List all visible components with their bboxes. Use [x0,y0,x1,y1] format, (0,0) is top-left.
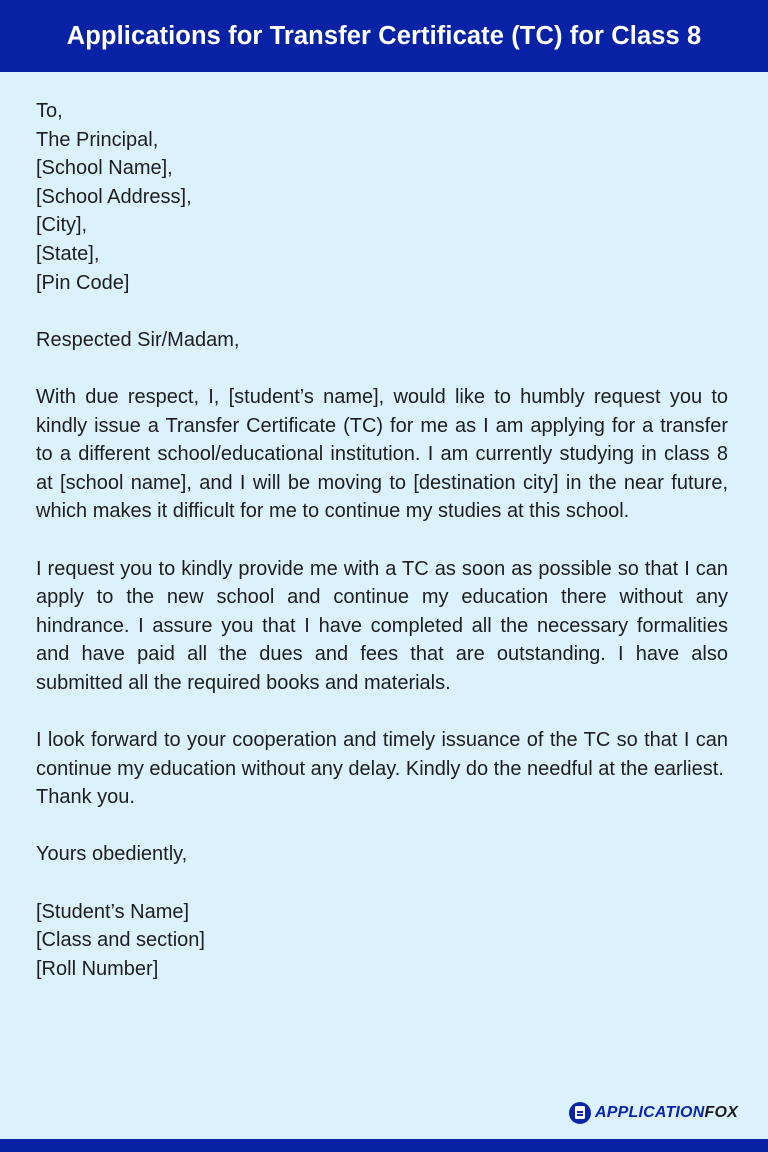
signature-line: [Class and section] [36,929,205,952]
address-line: The Principal, [36,128,159,151]
closing-line: Yours obediently, [36,843,188,866]
document-icon [569,1102,591,1124]
address-line: [State], [36,242,100,265]
salutation: Respected Sir/Madam, [36,328,240,351]
paragraph-assurance: I request you to kindly provide me with a TC as soon as possible so that I can apply to the new school and continue my education there without any hindrance. I assure you that I have completed all the necessary formalities and have paid all the dues and fees that are outstanding. I have also submitted all the required books and materials. [36,557,728,694]
signature-line: [Student’s Name] [36,900,190,923]
applicationfox-logo [569,1102,738,1124]
address-line: [Pin Code] [36,271,130,294]
page-title: Applications for Transfer Certificate (TC) for Class 8 [66,21,702,50]
thanks-line: Thank you. [36,786,135,809]
recipient-address [36,97,728,297]
logo-text-fox: FOX [704,1104,738,1121]
footer-bar [0,1139,768,1152]
address-line: [School Address], [36,185,192,208]
address-line: [City], [36,214,88,237]
signature-block [36,898,728,984]
signature-line: [Roll Number] [36,957,159,980]
title-bar [0,0,768,72]
address-line: [School Name], [36,157,173,180]
logo-text-application: APPLICATION [595,1104,705,1121]
address-line: To, [36,100,63,122]
letter-body [36,97,728,983]
paragraph-request: With due respect, I, [student’s name], would like to humbly request you to kindly issue a Transfer Certificate (TC) for me as I am applying for a transfer to a different school/educational institution. I am currently studying in class 8 at [school name], and I will be moving to [destination city] in the near future, which makes it difficult for me to continue my studies at this school. [36,385,728,523]
paragraph-closing-request: I look forward to your cooperation and timely issuance of the TC so that I can continue my education without any delay. Kindly do the needful at the earliest. [36,729,728,780]
